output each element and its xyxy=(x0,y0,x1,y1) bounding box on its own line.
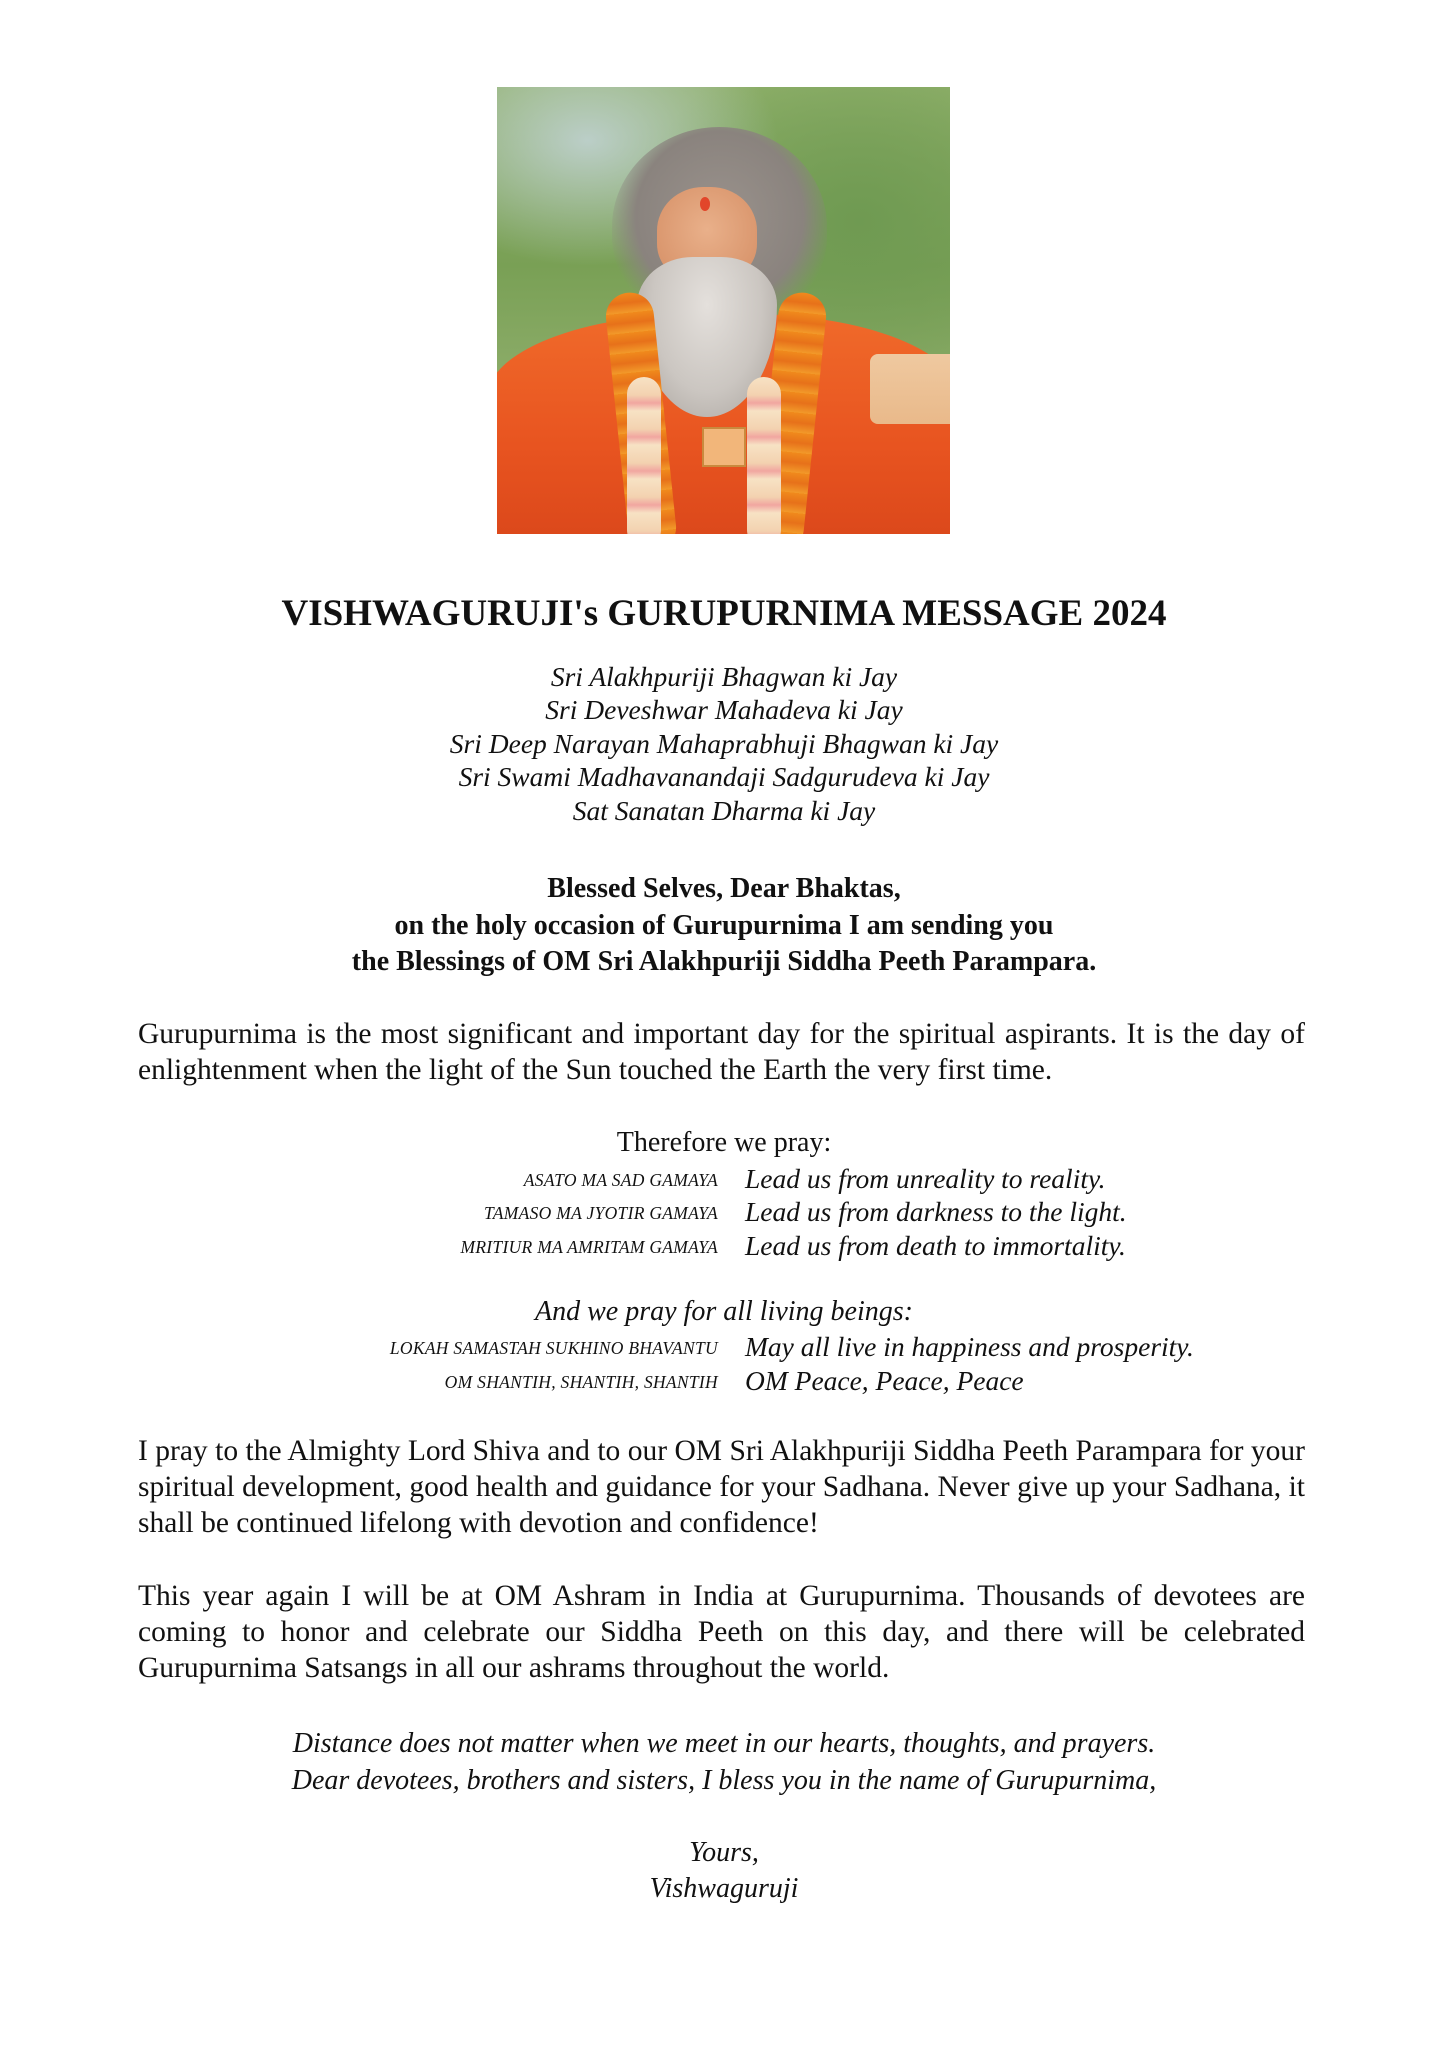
mantra-sanskrit: TAMASO MA JYOTIR GAMAYA xyxy=(484,1203,718,1223)
mantra-row xyxy=(0,1194,1448,1228)
greeting-block xyxy=(0,871,1448,981)
mantra-english: Lead us from darkness to the light. xyxy=(745,1196,1127,1227)
greeting-line: Blessed Selves, Dear Bhaktas, xyxy=(547,873,901,904)
invocation-line: Sri Deep Narayan Mahaprabhuji Bhagwan ki Jay xyxy=(449,727,999,759)
mantra-english: OM Peace, Peace, Peace xyxy=(745,1365,1024,1396)
invocation-line: Sat Sanatan Dharma ki Jay xyxy=(572,794,876,826)
greeting-line: the Blessings of OM Sri Alakhpuriji Siddha Peeth Parampara. xyxy=(351,946,1097,977)
mantra-sanskrit: OM SHANTIH, SHANTIH, SHANTIH xyxy=(444,1372,718,1392)
photo-roses-right xyxy=(747,377,781,534)
prayer-paragraph: I pray to the Almighty Lord Shiva and to our OM Sri Alakhpuriji Siddha Peeth Parampara for your spiritual development, good health and guidance for your Sadhana. Never give up your Sadhana, it shall be continued lifelong with devotion and confidence! xyxy=(138,1435,1305,1539)
prayer-intro-living-beings: And we pray for all living beings: xyxy=(535,1296,913,1327)
mantra-sanskrit: ASATO MA SAD GAMAYA xyxy=(523,1170,718,1190)
greeting-line: on the holy occasion of Gurupurnima I am sending you xyxy=(394,909,1054,941)
invocation-line: Sri Swami Madhavanandaji Sadgurudeva ki Jay xyxy=(458,761,990,793)
invocation-line: Sri Deveshwar Mahadeva ki Jay xyxy=(545,694,903,726)
closing-line: Dear devotees, brothers and sisters, I bless you in the name of Gurupurnima, xyxy=(291,1765,1157,1796)
mantra-row xyxy=(0,1161,1448,1195)
signoff-block xyxy=(0,1835,1448,1907)
invocation-line: Sri Alakhpuriji Bhagwan ki Jay xyxy=(550,661,898,692)
closing-line: Distance does not matter when we meet in our hearts, thoughts, and prayers. xyxy=(292,1728,1156,1759)
invocations-block xyxy=(0,660,1448,827)
mantra-sanskrit: MRITIUR MA AMRITAM GAMAYA xyxy=(460,1237,718,1257)
mantra-row xyxy=(0,1228,1448,1262)
page-title: VISHWAGURUJI's GURUPURNIMA MESSAGE 2024 xyxy=(281,593,1167,634)
photo-pendant xyxy=(702,427,746,467)
mantra-row xyxy=(0,1329,1448,1363)
mantra-english: Lead us from death to immortality. xyxy=(745,1230,1126,1261)
prayer-intro: Therefore we pray: xyxy=(616,1127,832,1158)
portrait-photo xyxy=(497,87,950,534)
mantra-english: Lead us from unreality to reality. xyxy=(745,1163,1106,1194)
photo-tilak xyxy=(700,197,710,211)
photo-roses-left xyxy=(627,377,661,534)
signoff-name: Vishwaguruji xyxy=(649,1873,799,1904)
photo-cushion xyxy=(870,354,950,424)
signoff-salutation: Yours, xyxy=(689,1837,759,1868)
closing-block xyxy=(0,1725,1448,1799)
mantra-english: May all live in happiness and prosperity. xyxy=(745,1331,1194,1362)
mantra-row xyxy=(0,1363,1448,1397)
intro-paragraph: Gurupurnima is the most significant and important day for the spiritual aspirants. It is the day of enlightenment when the light of the Sun touched the Earth the very first time. xyxy=(138,1018,1305,1086)
this-year-paragraph: This year again I will be at OM Ashram in India at Gurupurnima. Thousands of devotees are coming to honor and celebrate our Siddha Peeth on this day, and there will be celebrated Gurupurnima Satsangs in all our ashrams throughout the world. xyxy=(138,1580,1305,1684)
mantra-sanskrit: LOKAH SAMASTAH SUKHINO BHAVANTU xyxy=(389,1338,718,1358)
